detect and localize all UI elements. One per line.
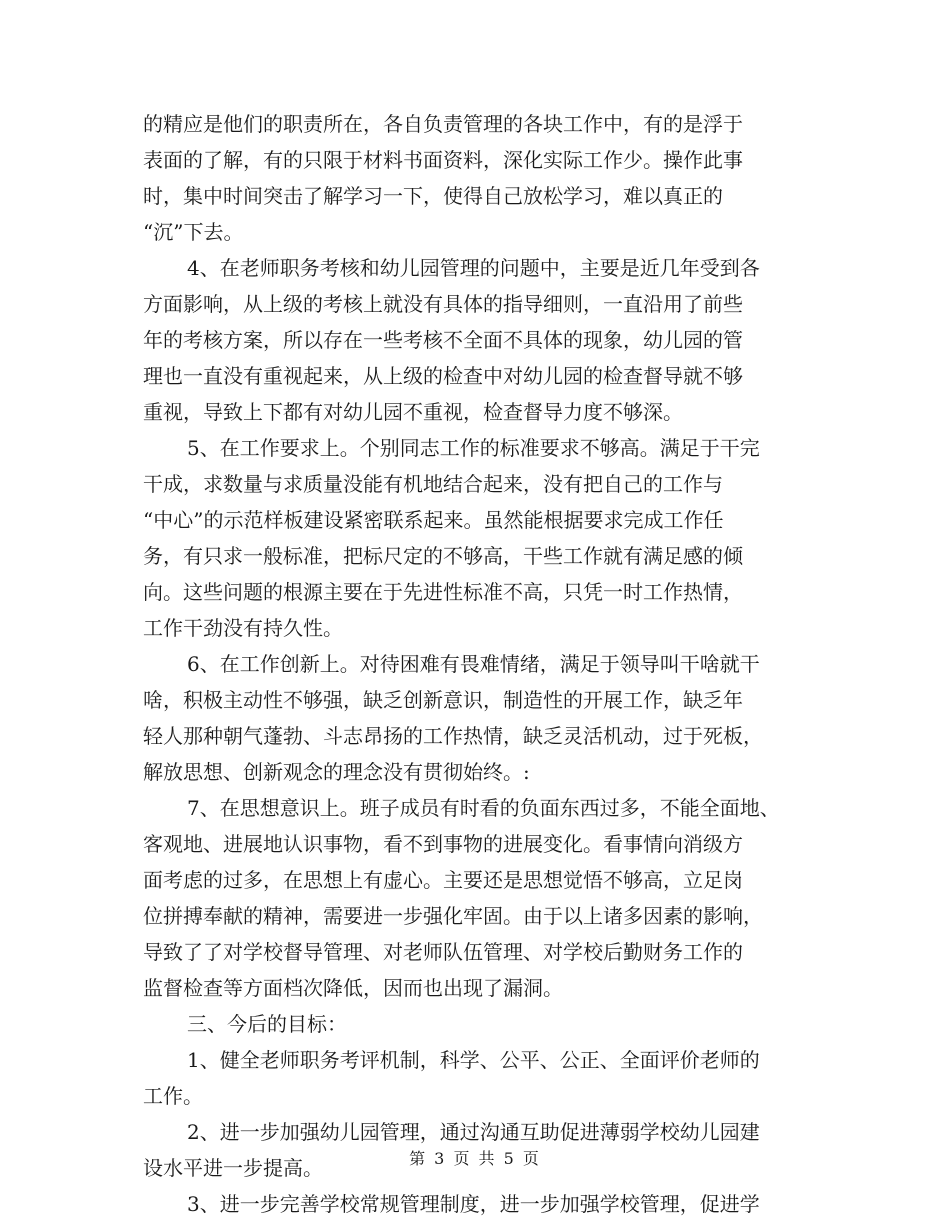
text-line: 1、健全老师职务考评机制，科学、公平、公正、全面评价老师的 — [187, 1048, 760, 1072]
text-line: 时，集中时间突击了解学习一下，使得自己放松学习，难以真正的 — [143, 184, 723, 208]
text-line: 设水平进一步提高。 — [143, 1156, 323, 1180]
text-line: 轻人那种朝气蓬勃、斗志昂扬的工作热情，缺乏灵活机动，过于死板， — [143, 724, 763, 748]
text-line: 3、进一步完善学校常规管理制度，进一步加强学校管理，促进学 — [187, 1192, 760, 1216]
text-line: 2、进一步加强幼儿园管理，通过沟通互助促进薄弱学校幼儿园建 — [187, 1120, 760, 1144]
text-line: 的精应是他们的职责所在，各自负责管理的各块工作中，有的是浮于 — [143, 112, 743, 136]
document-body — [143, 106, 811, 1222]
text-line: 工作干劲没有持久性。 — [143, 616, 343, 640]
text-line: 位拼搏奉献的精神，需要进一步强化牢固。由于以上诸多因素的影响， — [143, 904, 763, 928]
text-line: 三、今后的目标： — [187, 1012, 347, 1036]
text-line: 7、在思想意识上。班子成员有时看的负面东西过多，不能全面地、 — [187, 796, 780, 820]
text-line: 方面影响，从上级的考核上就没有具体的指导细则，一直沿用了前些 — [143, 292, 743, 316]
text-line: 4、在老师职务考核和幼儿园管理的问题中，主要是近几年受到各 — [187, 256, 760, 280]
text-line: 面考虑的过多，在思想上有虚心。主要还是思想觉悟不够高，立足岗 — [143, 868, 743, 892]
text-line: 理也一直没有重视起来，从上级的检查中对幼儿园的检查督导就不够 — [143, 364, 743, 388]
text-line: 5、在工作要求上。个别同志工作的标准要求不够高。满足于干完 — [187, 436, 760, 460]
text-line: 年的考核方案，所以存在一些考核不全面不具体的现象，幼儿园的管 — [143, 328, 743, 352]
text-line: “中心”的示范样板建设紧密联系起来。虽然能根据要求完成工作任 — [143, 508, 724, 532]
text-line: 干成，求数量与求质量没能有机地结合起来，没有把自己的工作与 — [143, 472, 723, 496]
text-line: 客观地、进展地认识事物，看不到事物的进展变化。看事情向消级方 — [143, 832, 743, 856]
page-footer: 第 3 页 共 5 页 — [409, 1149, 541, 1168]
text-line: 工作。 — [143, 1084, 203, 1108]
text-line: 重视，导致上下都有对幼儿园不重视，检查督导力度不够深。 — [143, 400, 683, 424]
text-line: 务，有只求一般标准，把标尺定的不够高，干些工作就有满足感的倾 — [143, 544, 743, 568]
text-line: 导致了了对学校督导管理、对老师队伍管理、对学校后勤财务工作的 — [143, 940, 743, 964]
text-line: “沉”下去。 — [143, 220, 244, 244]
text-line: 向。这些问题的根源主要在于先进性标准不高，只凭一时工作热情， — [143, 580, 743, 604]
text-line: 啥，积极主动性不够强，缺乏创新意识，制造性的开展工作，缺乏年 — [143, 688, 743, 712]
text-line: 表面的了解，有的只限于材料书面资料，深化实际工作少。操作此事 — [143, 148, 743, 172]
text-line: 解放思想、创新观念的理念没有贯彻始终。: — [143, 760, 530, 784]
text-line: 监督检查等方面档次降低，因而也出现了漏洞。 — [143, 976, 563, 1000]
text-line: 6、在工作创新上。对待困难有畏难情绪，满足于领导叫干啥就干 — [187, 652, 760, 676]
